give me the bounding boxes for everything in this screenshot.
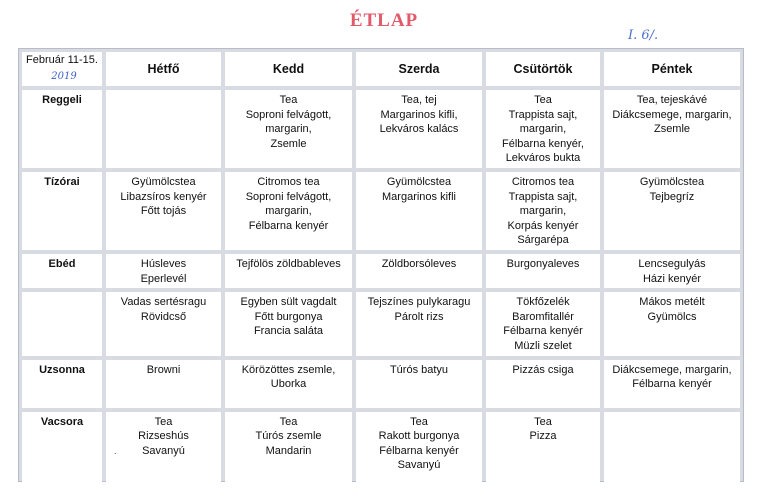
menu-item: Eperlevél (140, 272, 187, 285)
stray-mark: . (114, 446, 117, 456)
menu-item: Soproni felvágott, (245, 190, 332, 203)
menu-cell (106, 254, 221, 288)
menu-item: Mandarin (265, 444, 312, 457)
menu-item: Lekváros bukta (505, 152, 581, 165)
menu-item: Tejbegríz (649, 190, 695, 203)
menu-item: Gyümölcstea (639, 175, 705, 188)
menu-cell (106, 292, 221, 355)
day-header: Szerda (356, 52, 482, 86)
menu-item: Gyümölcs (647, 310, 697, 323)
menu-item: Baromfitallér (512, 310, 574, 323)
date-range: Február 11-15. (26, 54, 98, 67)
menu-cell (604, 90, 740, 168)
menu-item: Tea (279, 94, 298, 106)
menu-cell (604, 412, 740, 490)
menu-item: Zsemle (270, 137, 307, 150)
menu-cell (486, 412, 600, 490)
menu-cell (225, 90, 352, 168)
menu-item: Főtt tojás (140, 205, 187, 218)
menu-item: Tejszínes pulykaragu (367, 296, 471, 309)
menu-item: Tea (534, 415, 552, 428)
meal-label: Vacsora (22, 412, 102, 490)
menu-item: Citromos tea (511, 175, 575, 188)
menu-item: Browni (146, 363, 181, 376)
header-row (22, 52, 740, 86)
menu-item: Margarinos kifli (382, 190, 456, 203)
meal-row (22, 292, 740, 355)
menu-item: margarin, (519, 205, 567, 218)
menu-item: Húsleves (140, 257, 187, 270)
menu-cell (106, 360, 221, 408)
menu-item: Savanyú (397, 459, 441, 472)
menu-item: Tea, tej (401, 94, 437, 106)
menu-item: Francia saláta (253, 325, 324, 338)
menu-item: Müzli szelet (514, 339, 572, 352)
meal-row (22, 90, 740, 168)
meal-row (22, 172, 740, 250)
menu-item: Házi kenyér (642, 272, 702, 285)
menu-item: margarin, (265, 123, 312, 136)
menu-item: Tea (154, 415, 173, 428)
meal-label (22, 292, 102, 355)
menu-item: Libazsíros kenyér (120, 190, 207, 203)
meal-label: Tízórai (22, 172, 102, 250)
menu-item: Túrós batyu (389, 363, 449, 376)
day-header: Kedd (225, 52, 352, 86)
menu-cell (356, 172, 482, 250)
menu-item: Uborka (270, 378, 307, 391)
menu-item: Egyben sült vagdalt (240, 296, 337, 309)
menu-cell (356, 292, 482, 355)
menu-item: margarin, (265, 205, 312, 218)
menu-item: Soproni felvágott, (245, 108, 332, 121)
menu-item: Lekváros kalács (379, 123, 459, 136)
menu-cell (356, 90, 482, 168)
menu-item: Rakott burgonya (378, 430, 460, 443)
menu-item: Sárgarépa (517, 234, 569, 247)
meal-row (22, 412, 740, 490)
menu-body (22, 90, 740, 490)
menu-cell (356, 412, 482, 490)
menu-table (18, 48, 744, 494)
menu-item: Lencsegulyás (638, 257, 706, 270)
menu-cell (225, 254, 352, 288)
menu-cell (225, 360, 352, 408)
meal-label: Uzsonna (22, 360, 102, 408)
menu-item: Rövidcső (140, 310, 187, 323)
menu-item: Pizzás csiga (512, 363, 574, 376)
handwritten-note: I. 6/. (628, 28, 659, 43)
menu-cell (225, 292, 352, 355)
menu-cell (604, 360, 740, 408)
menu-item: Párolt rizs (394, 310, 444, 323)
menu-item: Diákcsemege, margarin, (612, 363, 732, 376)
page-title: ÉTLAP (349, 10, 419, 31)
menu-item: Félbarna kenyér, (502, 137, 584, 150)
menu-item: Zöldborsóleves (381, 257, 457, 270)
menu-cell (106, 90, 221, 168)
menu-cell (486, 254, 600, 288)
meal-row (22, 360, 740, 408)
menu-cell (604, 292, 740, 355)
day-header: Csütörtök (486, 52, 600, 86)
menu-item: Vadas sertésragu (120, 296, 207, 309)
menu-cell (225, 412, 352, 490)
menu-item: Főtt burgonya (254, 310, 323, 323)
menu-item: Túrós zsemle (255, 430, 322, 443)
menu-item: Félbarna kenyér (632, 378, 712, 391)
menu-item: Pizza (529, 430, 557, 443)
menu-item: Trappista sajt, (508, 190, 578, 203)
menu-item: Tejfölös zöldbableves (236, 257, 341, 270)
menu-item: Citromos tea (257, 175, 320, 188)
menu-cell (356, 254, 482, 288)
menu-cell (106, 412, 221, 490)
menu-cell (604, 254, 740, 288)
menu-item: Gyümölcstea (131, 175, 196, 188)
menu-item: Burgonyaleves (506, 257, 580, 270)
menu-item: Félbarna kenyér (503, 325, 583, 338)
day-header: Hétfő (106, 52, 221, 86)
menu-item: Tea (279, 415, 298, 428)
day-header: Péntek (604, 52, 740, 86)
menu-item: Diákcsemege, margarin, (612, 108, 732, 121)
menu-item: Tökfőzelék (516, 296, 570, 309)
menu-item: Zsemle (653, 123, 691, 136)
menu-item: Korpás kenyér (507, 219, 579, 232)
menu-cell (486, 292, 600, 355)
meal-label: Ebéd (22, 254, 102, 288)
menu-item: Gyümölcstea (386, 175, 452, 188)
menu-cell (225, 172, 352, 250)
menu-cell (356, 360, 482, 408)
year-note: 2019 (51, 71, 77, 82)
menu-item: Félbarna kenyér (248, 219, 329, 232)
menu-item: Margarinos kifli, (380, 108, 458, 121)
menu-item: Rizseshús (138, 430, 189, 443)
menu-item: Körözöttes zsemle, (241, 363, 336, 376)
menu-item: margarin, (519, 123, 567, 136)
menu-item: Savanyú (142, 444, 185, 457)
menu-item: Tea (534, 94, 552, 106)
menu-cell (486, 360, 600, 408)
date-header (22, 52, 102, 86)
menu-item: Tea (410, 415, 428, 428)
menu-item: Félbarna kenyér (379, 444, 459, 457)
menu-cell (604, 172, 740, 250)
menu-item: Trappista sajt, (508, 108, 578, 121)
menu-item: Mákos metélt (639, 296, 705, 309)
menu-item: Tea, tejeskávé (636, 94, 708, 106)
meal-label: Reggeli (22, 90, 102, 168)
menu-cell (106, 172, 221, 250)
meal-row (22, 254, 740, 288)
menu-cell (486, 172, 600, 250)
menu-cell (486, 90, 600, 168)
